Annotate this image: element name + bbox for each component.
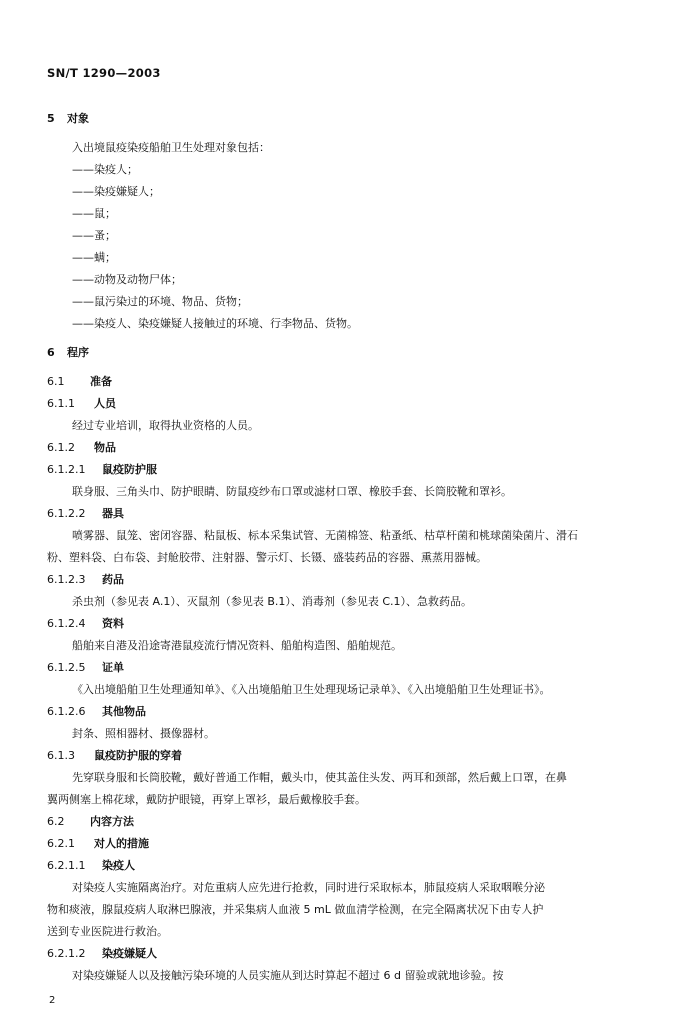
heading-title: 对人的措施 [94, 837, 149, 850]
heading-6-1-2-2 [47, 507, 124, 521]
heading-6-1-2-6 [47, 705, 146, 719]
section-number: 5 [47, 112, 55, 125]
heading-title: 准备 [90, 375, 112, 388]
paragraph-continuation: 送到专业医院进行救治。 [47, 925, 168, 938]
heading-title: 鼠疫防护服的穿着 [94, 749, 182, 762]
heading-number: 6.1.2.5 [47, 661, 86, 674]
paragraph: 对染疫嫌疑人以及接触污染环境的人员实施从到达时算起不超过 6 d 留验或就地诊验。按 [72, 969, 504, 982]
heading-6-1-2-1 [47, 463, 157, 477]
heading-number: 6.2.1 [47, 837, 75, 850]
heading-number: 6.1.2.2 [47, 507, 86, 520]
heading-title: 染疫嫌疑人 [102, 947, 157, 960]
heading-title: 器具 [102, 507, 124, 520]
heading-number: 6.1.1 [47, 397, 75, 410]
heading-number: 6.2.1.1 [47, 859, 86, 872]
heading-number: 6.1.2.1 [47, 463, 86, 476]
standard-code: SN/T 1290—2003 [47, 66, 161, 80]
heading-6-1-2-4 [47, 617, 124, 631]
list-item: ——染疫人； [72, 163, 138, 176]
page-number: 2 [49, 995, 56, 1006]
list-item: ——染疫人、染疫嫌疑人接触过的环境、行李物品、货物。 [72, 317, 358, 330]
heading-title: 药品 [102, 573, 124, 586]
paragraph-continuation: 翼两侧塞上棉花球，戴防护眼镜，再穿上罩衫，最后戴橡胶手套。 [47, 793, 366, 806]
heading-title: 其他物品 [102, 705, 146, 718]
heading-title: 染疫人 [102, 859, 135, 872]
paragraph: 封条、照相器材、摄像器材。 [72, 727, 215, 740]
heading-6-2-1 [47, 837, 149, 851]
list-item: ——螨； [72, 251, 116, 264]
list-item: ——染疫嫌疑人； [72, 185, 160, 198]
paragraph: 对染疫人实施隔离治疗。对危重病人应先进行抢救，同时进行采取标本，肺鼠疫病人采取咽喉分泌 [72, 881, 545, 894]
heading-6-2-1-1 [47, 859, 135, 873]
heading-6-1-2-3 [47, 573, 124, 587]
heading-number: 6.1.3 [47, 749, 75, 762]
heading-title: 证单 [102, 661, 124, 674]
section-title: 对象 [67, 112, 89, 125]
paragraph: 杀虫剂（参见表 A.1）、灭鼠剂（参见表 B.1）、消毒剂（参见表 C.1）、急救药品。 [72, 595, 473, 608]
heading-number: 6.1.2.6 [47, 705, 86, 718]
heading-number: 6.2 [47, 815, 65, 828]
heading-6-1-2 [47, 441, 116, 455]
section-5-heading [47, 112, 89, 126]
list-item: ——鼠污染过的环境、物品、货物； [72, 295, 248, 308]
heading-6-1-2-5 [47, 661, 124, 675]
list-item: ——鼠； [72, 207, 116, 220]
heading-title: 鼠疫防护服 [102, 463, 157, 476]
paragraph: 经过专业培训，取得执业资格的人员。 [72, 419, 259, 432]
heading-number: 6.2.1.2 [47, 947, 86, 960]
paragraph-continuation: 粉、塑料袋、白布袋、封舱胶带、注射器、警示灯、长镊、盛装药品的容器、熏蒸用器械。 [47, 551, 487, 564]
paragraph: 喷雾器、鼠笼、密闭容器、粘鼠板、标本采集试管、无菌棉签、粘蚤纸、枯草杆菌和桃球菌染菌片、滑石 [72, 529, 578, 542]
heading-title: 内容方法 [90, 815, 134, 828]
heading-number: 6.1.2 [47, 441, 75, 454]
paragraph-continuation: 物和痰液，腺鼠疫病人取淋巴腺液，并采集病人血液 5 mL 做血清学检测，在完全隔离状况下由专人护 [47, 903, 544, 916]
heading-number: 6.1.2.4 [47, 617, 86, 630]
paragraph: 先穿联身服和长筒胶靴，戴好普通工作帽，戴头巾，使其盖住头发、两耳和颈部，然后戴上口罩，在鼻 [72, 771, 567, 784]
section-number: 6 [47, 346, 55, 359]
heading-6-2 [47, 815, 134, 829]
heading-title: 人员 [94, 397, 116, 410]
heading-number: 6.1.2.3 [47, 573, 86, 586]
heading-title: 物品 [94, 441, 116, 454]
paragraph: 《入出境船舶卫生处理通知单》、《入出境船舶卫生处理现场记录单》、《入出境船舶卫生处理证书》。 [72, 683, 551, 696]
heading-6-1 [47, 375, 112, 389]
section-6-heading [47, 346, 89, 360]
heading-6-1-1 [47, 397, 116, 411]
list-item: ——蚤； [72, 229, 116, 242]
paragraph: 船舶来自港及沿途寄港鼠疫流行情况资料、船舶构造图、船舶规范。 [72, 639, 402, 652]
section-5-intro: 入出境鼠疫染疫船舶卫生处理对象包括： [72, 141, 270, 154]
list-item: ——动物及动物尸体； [72, 273, 182, 286]
heading-number: 6.1 [47, 375, 65, 388]
heading-6-2-1-2 [47, 947, 157, 961]
heading-6-1-3 [47, 749, 182, 763]
section-title: 程序 [67, 346, 89, 359]
paragraph: 联身服、三角头巾、防护眼睛、防鼠疫纱布口罩或滤材口罩、橡胶手套、长筒胶靴和罩衫。 [72, 485, 512, 498]
heading-title: 资料 [102, 617, 124, 630]
